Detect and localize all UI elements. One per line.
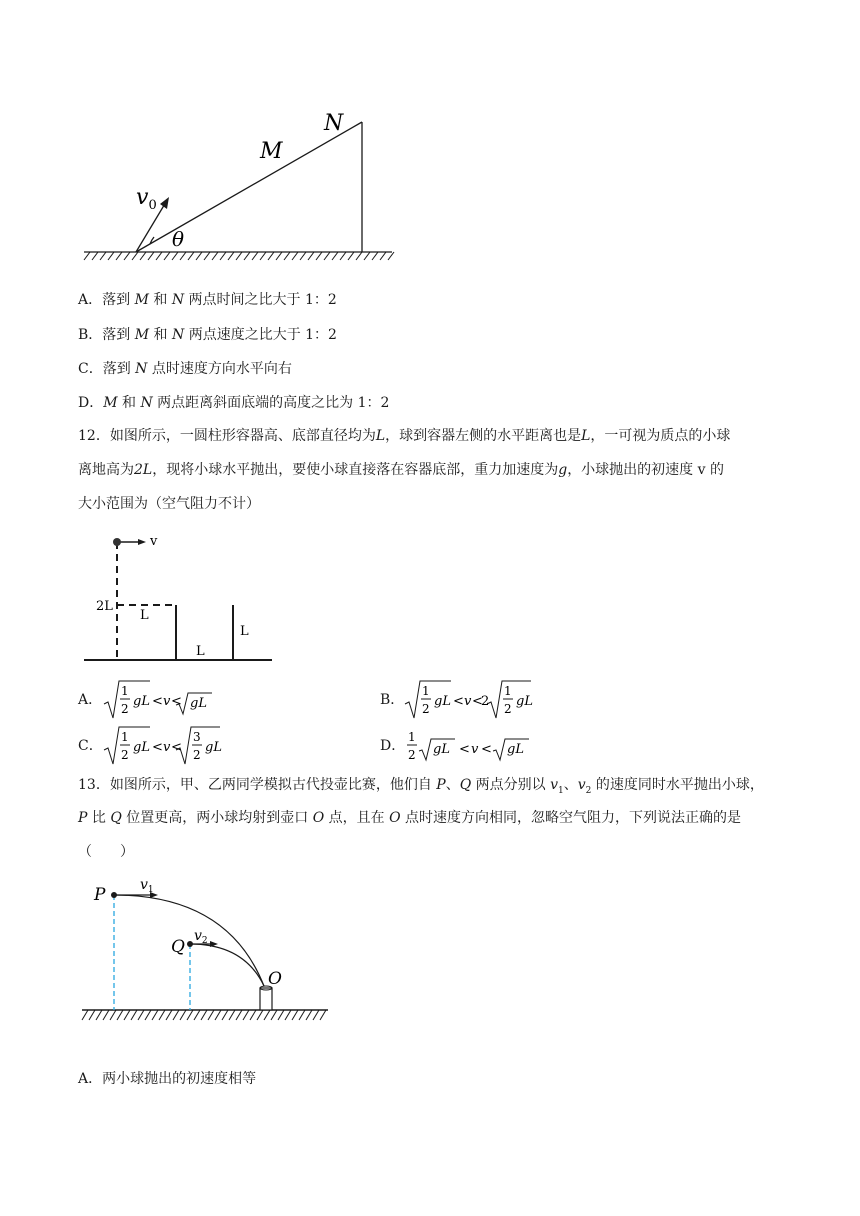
- svg-text:<: <: [152, 740, 163, 755]
- q13-option-a: A．两小球抛出的初速度相等: [78, 1071, 257, 1087]
- pot-throw-figure: [78, 870, 334, 1030]
- q12-option-c-formula: [102, 724, 242, 768]
- ball: [113, 538, 121, 546]
- svg-text:<: <: [152, 694, 163, 709]
- svg-text:2: 2: [193, 748, 201, 762]
- svg-text:L: L: [196, 644, 205, 659]
- pot: [260, 988, 272, 1010]
- trajectory-q: [190, 944, 264, 986]
- svg-text:2: 2: [504, 702, 512, 716]
- n-label: N: [324, 111, 344, 136]
- q12-option-a-label: A．: [78, 692, 103, 708]
- svg-text:1: 1: [121, 684, 129, 698]
- svg-text:Q: Q: [171, 937, 185, 957]
- q13-stem-line1: 13．如图所示，甲、乙两同学模拟古代投壶比赛，他们自 P、Q 两点分别以 $v_1$、$v_2$ 的速度同时水平抛出小球，: [78, 777, 764, 796]
- v0-label: $v_0$: [136, 185, 157, 213]
- svg-text:<: <: [459, 742, 470, 757]
- q12-stem-line2: 离地高为2L，现将小球水平抛出，要使小球直接落在容器底部，重力加速度为g，小球抛出的初速度 v 的: [78, 462, 724, 478]
- svg-text:1: 1: [121, 730, 129, 744]
- q12-option-b-formula: [403, 678, 553, 722]
- svg-text:gL: gL: [133, 740, 150, 755]
- svg-text:3: 3: [193, 730, 201, 744]
- svg-text:<: <: [472, 694, 483, 709]
- svg-text:gL: gL: [205, 740, 222, 755]
- container-figure: [80, 530, 280, 670]
- incline-figure: [80, 100, 400, 270]
- q12-option-b-label: B．: [380, 692, 405, 708]
- svg-text:1: 1: [422, 684, 430, 698]
- q12-stem-line1: 12．如图所示，一圆柱形容器高、底部直径均为L，球到容器左侧的水平距离也是L，一可视为质点的小球: [78, 428, 731, 444]
- svg-text:v: v: [163, 740, 171, 755]
- svg-text:v: v: [464, 694, 472, 709]
- point-p: [111, 892, 117, 898]
- trajectory-p: [114, 895, 264, 986]
- svg-text:gL: gL: [133, 694, 150, 709]
- svg-text:<: <: [453, 694, 464, 709]
- svg-text:2L: 2L: [96, 599, 113, 614]
- svg-text:1: 1: [504, 684, 512, 698]
- svg-text:<: <: [171, 694, 182, 709]
- svg-text:gL: gL: [190, 696, 207, 711]
- svg-text:v1: $v_1$: [140, 877, 154, 895]
- svg-text:v: v: [150, 534, 158, 549]
- q12-option-d-label: D．: [380, 738, 406, 754]
- svg-text:2: 2: [408, 748, 416, 762]
- q13-stem-line2: P 比 Q 位置更高，两小球均射到壶口 O 点，且在 O 点时速度方向相同，忽略空气阻力，下列说法正确的是: [78, 810, 742, 826]
- point-q: [187, 941, 193, 947]
- theta-label: θ: [172, 227, 185, 251]
- q11-option-b: B．落到 M 和 N 两点速度之比大于 1：2: [78, 327, 337, 343]
- svg-text:<: <: [171, 740, 182, 755]
- svg-text:L: L: [140, 608, 149, 623]
- svg-text:gL: gL: [433, 742, 450, 757]
- svg-text:gL: gL: [434, 694, 451, 709]
- svg-text:<: <: [481, 742, 492, 757]
- svg-text:2: 2: [422, 702, 430, 716]
- svg-text:2: 2: [121, 702, 129, 716]
- q11-option-c: C．落到 N 点时速度方向水平向右: [78, 361, 292, 377]
- svg-text:gL: gL: [507, 742, 524, 757]
- svg-text:L: L: [240, 624, 249, 639]
- m-label: M: [260, 139, 283, 164]
- q12-option-c-label: C．: [78, 738, 103, 754]
- q12-option-d-formula: [403, 724, 533, 768]
- incline-surface: [136, 122, 362, 252]
- svg-text:v: v: [471, 742, 479, 757]
- svg-text:v2: $v_2$: [194, 928, 208, 946]
- svg-text:gL: gL: [516, 694, 533, 709]
- svg-text:2: 2: [121, 748, 129, 762]
- q12-option-a-formula: [102, 678, 242, 722]
- q12-stem-line3: 大小范围为（空气阻力不计）: [78, 496, 260, 512]
- svg-text:P: P: [94, 885, 106, 905]
- q11-option-d: D．M 和 N 两点距离斜面底端的高度之比为 1：2: [78, 395, 390, 411]
- svg-text:O: O: [268, 969, 282, 989]
- svg-text:1: 1: [408, 730, 416, 744]
- q13-stem-line3: （ ）: [78, 844, 134, 860]
- svg-text:v: v: [163, 694, 171, 709]
- svg-text:2: 2: [481, 694, 490, 709]
- q11-option-a: A．落到 M 和 N 两点时间之比大于 1：2: [78, 292, 337, 308]
